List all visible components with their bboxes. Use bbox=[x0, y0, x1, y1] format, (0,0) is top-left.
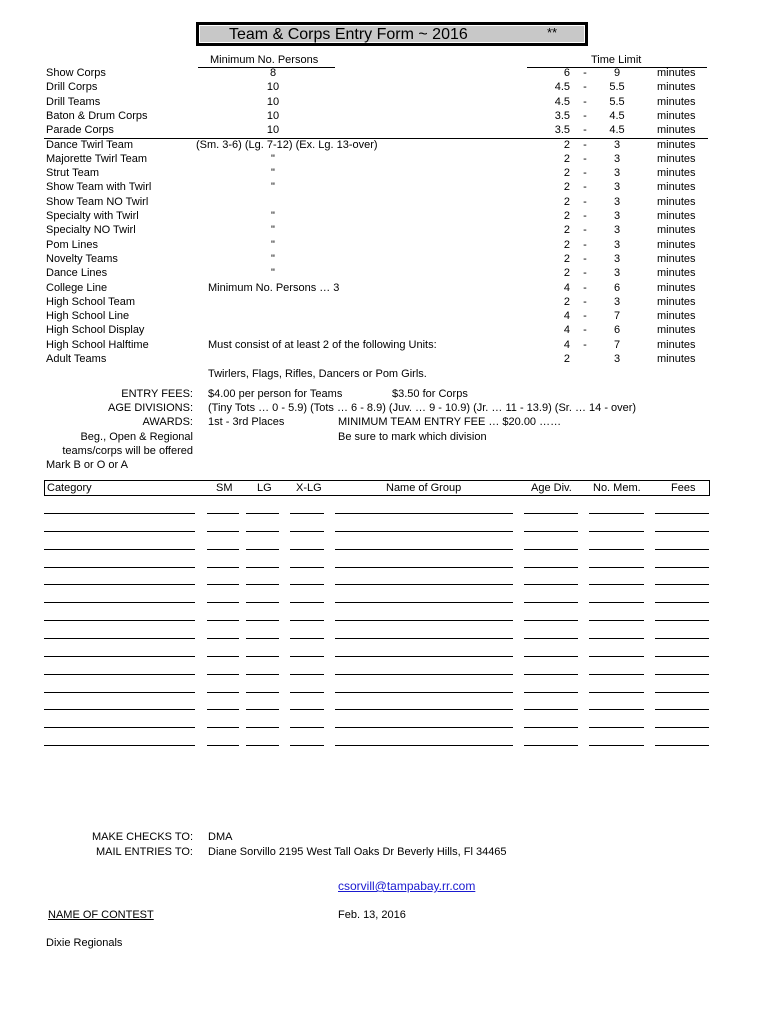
entry-blank-line[interactable] bbox=[335, 584, 513, 585]
event-time-unit: minutes bbox=[657, 67, 696, 79]
event-time-max: 3 bbox=[613, 152, 621, 165]
event-time-unit: minutes bbox=[657, 210, 696, 222]
contest-name: Dixie Regionals bbox=[46, 937, 123, 949]
entry-blank-line[interactable] bbox=[655, 727, 709, 728]
entry-blank-line[interactable] bbox=[290, 620, 324, 621]
entry-blank-line[interactable] bbox=[290, 602, 324, 603]
entry-blank-line[interactable] bbox=[524, 513, 578, 514]
email-link[interactable]: csorvill@tampabay.rr.com bbox=[338, 879, 476, 893]
event-row bbox=[0, 139, 770, 153]
event-time-dash: - bbox=[583, 210, 587, 222]
event-name: High School Line bbox=[46, 310, 130, 323]
event-time-min: 2 bbox=[563, 267, 570, 280]
event-name: Specialty NO Twirl bbox=[46, 224, 136, 237]
entry-blank-line[interactable] bbox=[290, 674, 324, 675]
entry-blank-line[interactable] bbox=[655, 745, 709, 746]
entry-blank-line[interactable] bbox=[207, 531, 239, 532]
entry-blank-line[interactable] bbox=[335, 567, 513, 568]
entry-blank-line[interactable] bbox=[246, 567, 279, 568]
entry-blank-line[interactable] bbox=[207, 638, 239, 639]
event-min-persons: " bbox=[271, 224, 275, 237]
event-time-min: 2 bbox=[563, 238, 570, 251]
entry-blank-line[interactable] bbox=[44, 602, 195, 603]
event-time-min: 4.5 bbox=[554, 95, 570, 108]
entry-blank-line[interactable] bbox=[290, 513, 324, 514]
entry-blank-line[interactable] bbox=[589, 674, 644, 675]
event-time-unit: minutes bbox=[657, 353, 696, 365]
contest-date: Feb. 13, 2016 bbox=[338, 909, 406, 921]
event-time-unit: minutes bbox=[657, 252, 696, 265]
entry-blank-line[interactable] bbox=[290, 584, 324, 585]
entry-blank-line[interactable] bbox=[207, 674, 239, 675]
event-row bbox=[0, 282, 770, 296]
entry-blank-line[interactable] bbox=[207, 513, 239, 514]
event-time-dash: - bbox=[583, 281, 587, 294]
event-row bbox=[0, 239, 770, 253]
entry-blank-line[interactable] bbox=[589, 513, 644, 514]
event-time-unit: minutes bbox=[657, 109, 696, 122]
entry-blank-line[interactable] bbox=[335, 709, 513, 710]
entry-blank-line[interactable] bbox=[44, 567, 195, 568]
entry-blank-line[interactable] bbox=[524, 584, 578, 585]
entry-blank-line[interactable] bbox=[655, 567, 709, 568]
event-time-unit: minutes bbox=[657, 324, 696, 337]
event-time-unit: minutes bbox=[657, 124, 696, 137]
event-time-dash: - bbox=[583, 109, 587, 122]
event-time-dash: - bbox=[583, 224, 587, 237]
minimum-fee: MINIMUM TEAM ENTRY FEE … $20.00 …… bbox=[338, 416, 562, 428]
entry-blank-line[interactable] bbox=[524, 567, 578, 568]
event-time-unit: minutes bbox=[657, 181, 696, 194]
entry-blank-line[interactable] bbox=[589, 638, 644, 639]
entry-blank-line[interactable] bbox=[44, 584, 195, 585]
entry-blank-line[interactable] bbox=[44, 727, 195, 728]
entry-blank-line[interactable] bbox=[335, 674, 513, 675]
event-time-min: 2 bbox=[563, 252, 570, 265]
entry-blank-line[interactable] bbox=[589, 549, 644, 550]
title-stars: ** bbox=[547, 25, 558, 40]
entry-blank-line[interactable] bbox=[335, 620, 513, 621]
event-time-max: 3 bbox=[613, 238, 621, 251]
event-time-unit: minutes bbox=[657, 95, 696, 108]
entry-blank-line[interactable] bbox=[335, 656, 513, 657]
event-time-max: 9 bbox=[613, 67, 621, 79]
event-time-max: 7 bbox=[613, 310, 621, 323]
event-time-min: 2 bbox=[563, 295, 570, 308]
event-time-max: 5.5 bbox=[609, 95, 625, 108]
entry-blank-line[interactable] bbox=[207, 567, 239, 568]
entry-blank-line[interactable] bbox=[655, 584, 709, 585]
entry-blank-line[interactable] bbox=[290, 531, 324, 532]
event-time-unit: minutes bbox=[657, 152, 696, 165]
event-min-persons: " bbox=[271, 167, 275, 180]
event-name: High School Team bbox=[46, 295, 136, 308]
event-time-dash: - bbox=[583, 124, 587, 137]
event-min-persons: Minimum No. Persons … 3 bbox=[208, 281, 340, 294]
entry-blank-line[interactable] bbox=[655, 709, 709, 710]
entry-blank-line[interactable] bbox=[589, 745, 644, 746]
entry-blank-line[interactable] bbox=[655, 638, 709, 639]
mail-entries-label: MAIL ENTRIES TO: bbox=[96, 846, 193, 858]
entry-blank-line[interactable] bbox=[246, 549, 279, 550]
event-row bbox=[0, 124, 770, 138]
entry-blank-line[interactable] bbox=[290, 709, 324, 710]
entry-blank-line[interactable] bbox=[207, 584, 239, 585]
event-time-min: 4 bbox=[563, 281, 570, 294]
event-name: Show Team with Twirl bbox=[46, 181, 152, 194]
entry-blank-line[interactable] bbox=[44, 745, 195, 746]
event-time-max: 6 bbox=[613, 324, 621, 337]
event-time-dash: - bbox=[583, 324, 587, 337]
event-row bbox=[0, 153, 770, 167]
event-time-unit: minutes bbox=[657, 238, 696, 251]
entry-blank-line[interactable] bbox=[655, 513, 709, 514]
entry-fees-teams: $4.00 per person for Teams bbox=[208, 388, 343, 400]
entry-blank-line[interactable] bbox=[524, 602, 578, 603]
event-name: Drill Teams bbox=[46, 95, 101, 108]
entry-blank-line[interactable] bbox=[335, 602, 513, 603]
entry-fees-corps: $3.50 for Corps bbox=[392, 388, 468, 400]
entry-blank-line[interactable] bbox=[655, 531, 709, 532]
entry-blank-line[interactable] bbox=[655, 620, 709, 621]
header-no-mem: No. Mem. bbox=[593, 482, 641, 494]
entry-table-header bbox=[44, 480, 710, 496]
entry-blank-line[interactable] bbox=[207, 692, 239, 693]
event-name: Drill Corps bbox=[46, 81, 98, 94]
event-time-min: 2 bbox=[563, 152, 570, 165]
entry-blank-line[interactable] bbox=[524, 549, 578, 550]
event-time-max: 3 bbox=[613, 353, 621, 365]
event-time-max: 7 bbox=[613, 338, 621, 351]
event-time-unit: minutes bbox=[657, 267, 696, 280]
entry-blank-line[interactable] bbox=[290, 727, 324, 728]
entry-blank-line[interactable] bbox=[524, 674, 578, 675]
header-xlg: X-LG bbox=[296, 482, 322, 494]
event-row bbox=[0, 339, 770, 353]
event-time-dash: - bbox=[583, 138, 587, 151]
event-time-unit: minutes bbox=[657, 338, 696, 351]
event-time-min: 2 bbox=[563, 353, 570, 365]
event-time-max: 3 bbox=[613, 224, 621, 237]
entry-blank-line[interactable] bbox=[207, 620, 239, 621]
event-name: Show Corps bbox=[46, 67, 106, 79]
event-time-min: 3.5 bbox=[554, 124, 570, 137]
event-row bbox=[0, 96, 770, 110]
event-name: Specialty with Twirl bbox=[46, 210, 139, 222]
entry-blank-line[interactable] bbox=[524, 745, 578, 746]
event-time-max: 3 bbox=[613, 210, 621, 222]
event-row bbox=[0, 181, 770, 195]
event-time-max: 3 bbox=[613, 295, 621, 308]
event-time-min: 2 bbox=[563, 195, 570, 208]
event-name: Parade Corps bbox=[46, 124, 114, 137]
event-time-min: 6 bbox=[563, 67, 570, 79]
event-time-max: 3 bbox=[613, 167, 621, 180]
event-name: Baton & Drum Corps bbox=[46, 109, 148, 122]
event-time-dash: - bbox=[583, 181, 587, 194]
form-title: Team & Corps Entry Form ~ 2016 bbox=[229, 26, 468, 43]
event-min-persons: 8 bbox=[269, 67, 277, 79]
event-time-min: 3.5 bbox=[554, 109, 570, 122]
entry-blank-line[interactable] bbox=[246, 513, 279, 514]
entry-blank-line[interactable] bbox=[246, 656, 279, 657]
mark-division-note: Be sure to mark which division bbox=[338, 431, 487, 443]
entry-blank-line[interactable] bbox=[246, 638, 279, 639]
header-name-of-group: Name of Group bbox=[386, 482, 462, 494]
entry-blank-line[interactable] bbox=[589, 692, 644, 693]
event-time-min: 2 bbox=[563, 224, 570, 237]
event-min-persons: 10 bbox=[266, 95, 280, 108]
event-name: Pom Lines bbox=[46, 238, 98, 251]
entry-blank-line[interactable] bbox=[246, 531, 279, 532]
entry-blank-line[interactable] bbox=[207, 727, 239, 728]
entry-blank-line[interactable] bbox=[44, 692, 195, 693]
event-row bbox=[0, 196, 770, 210]
event-time-dash: - bbox=[583, 238, 587, 251]
entry-blank-line[interactable] bbox=[589, 602, 644, 603]
min-persons-heading: Minimum No. Persons bbox=[210, 54, 319, 66]
event-time-dash: - bbox=[583, 152, 587, 165]
event-time-unit: minutes bbox=[657, 295, 696, 308]
event-min-persons: " bbox=[271, 267, 275, 280]
entry-fees-label: ENTRY FEES: bbox=[121, 388, 193, 400]
entry-blank-line[interactable] bbox=[44, 620, 195, 621]
event-name: Dance Lines bbox=[46, 267, 108, 280]
entry-blank-line[interactable] bbox=[335, 745, 513, 746]
entry-blank-line[interactable] bbox=[44, 656, 195, 657]
event-name: Majorette Twirl Team bbox=[46, 152, 148, 165]
entry-blank-line[interactable] bbox=[246, 602, 279, 603]
entry-blank-line[interactable] bbox=[290, 692, 324, 693]
entry-blank-line[interactable] bbox=[655, 602, 709, 603]
event-time-max: 5.5 bbox=[609, 81, 625, 94]
entry-blank-line[interactable] bbox=[589, 584, 644, 585]
entry-blank-line[interactable] bbox=[524, 692, 578, 693]
event-name: Show Team NO Twirl bbox=[46, 195, 149, 208]
header-age-div: Age Div. bbox=[531, 482, 572, 494]
entry-blank-line[interactable] bbox=[589, 531, 644, 532]
event-time-min: 4.5 bbox=[554, 81, 570, 94]
event-time-min: 4 bbox=[563, 324, 570, 337]
event-time-min: 2 bbox=[563, 138, 570, 151]
event-row bbox=[0, 310, 770, 324]
event-name: High School Display bbox=[46, 324, 145, 337]
entry-blank-line[interactable] bbox=[335, 513, 513, 514]
entry-blank-line[interactable] bbox=[44, 513, 195, 514]
event-time-dash: - bbox=[583, 81, 587, 94]
entry-blank-line[interactable] bbox=[589, 709, 644, 710]
event-time-min: 2 bbox=[563, 181, 570, 194]
event-row bbox=[0, 296, 770, 310]
event-row bbox=[0, 267, 770, 281]
entry-blank-line[interactable] bbox=[246, 620, 279, 621]
entry-blank-line[interactable] bbox=[524, 638, 578, 639]
entry-blank-line[interactable] bbox=[246, 709, 279, 710]
event-time-max: 3 bbox=[613, 267, 621, 280]
entry-blank-line[interactable] bbox=[335, 692, 513, 693]
event-time-unit: minutes bbox=[657, 281, 696, 294]
corps-divider bbox=[44, 138, 708, 139]
time-limit-heading: Time Limit bbox=[591, 54, 642, 66]
entry-blank-line[interactable] bbox=[246, 584, 279, 585]
event-time-unit: minutes bbox=[657, 138, 696, 151]
entry-blank-line[interactable] bbox=[524, 656, 578, 657]
event-min-persons: 10 bbox=[266, 109, 280, 122]
event-min-persons: (Sm. 3-6) (Lg. 7-12) (Ex. Lg. 13-over) bbox=[196, 138, 378, 151]
event-min-persons: Must consist of at least 2 of the following Units: bbox=[208, 338, 437, 351]
beg-open-regional: Beg., Open & Regional bbox=[80, 431, 193, 443]
event-row bbox=[0, 324, 770, 338]
event-time-max: 6 bbox=[613, 281, 621, 294]
entry-blank-line[interactable] bbox=[44, 638, 195, 639]
entry-blank-line[interactable] bbox=[335, 638, 513, 639]
entry-blank-line[interactable] bbox=[290, 567, 324, 568]
event-time-dash: - bbox=[583, 252, 587, 265]
event-time-min: 4 bbox=[563, 338, 570, 351]
event-time-unit: minutes bbox=[657, 81, 696, 94]
event-name: Adult Teams bbox=[46, 353, 107, 365]
entry-blank-line[interactable] bbox=[655, 656, 709, 657]
entry-blank-line[interactable] bbox=[524, 620, 578, 621]
age-divisions-label: AGE DIVISIONS: bbox=[108, 402, 193, 414]
event-name: High School Halftime bbox=[46, 338, 149, 351]
event-time-dash: - bbox=[583, 195, 587, 208]
mail-entries-address: Diane Sorvillo 2195 West Tall Oaks Dr Beverly Hills, Fl 34465 bbox=[208, 846, 507, 858]
event-min-persons: " bbox=[271, 210, 275, 222]
entry-blank-line[interactable] bbox=[589, 567, 644, 568]
entry-blank-line[interactable] bbox=[44, 531, 195, 532]
entry-blank-line[interactable] bbox=[290, 745, 324, 746]
event-row bbox=[0, 253, 770, 267]
header-sm: SM bbox=[216, 482, 233, 494]
event-time-max: 3 bbox=[613, 252, 621, 265]
age-divisions: (Tiny Tots … 0 - 5.9) (Tots … 6 - 8.9) (Juv. … 9 - 10.9) (Jr. … 11 - 13.9) (Sr. … 14 - over) bbox=[208, 402, 637, 414]
event-name: College Line bbox=[46, 281, 108, 294]
entry-blank-line[interactable] bbox=[207, 549, 239, 550]
entry-blank-line[interactable] bbox=[246, 745, 279, 746]
event-name: Strut Team bbox=[46, 167, 99, 180]
event-time-dash: - bbox=[583, 295, 587, 308]
entry-blank-line[interactable] bbox=[335, 531, 513, 532]
event-time-max: 3 bbox=[613, 181, 621, 194]
event-time-dash: - bbox=[583, 267, 587, 280]
entry-blank-line[interactable] bbox=[207, 602, 239, 603]
event-time-unit: minutes bbox=[657, 310, 696, 323]
entry-blank-line[interactable] bbox=[246, 727, 279, 728]
event-time-max: 4.5 bbox=[609, 124, 625, 137]
event-row bbox=[0, 81, 770, 95]
event-row bbox=[0, 210, 770, 224]
event-row bbox=[0, 224, 770, 238]
event-min-persons: " bbox=[271, 181, 275, 194]
event-min-persons: 10 bbox=[266, 124, 280, 137]
event-time-max: 3 bbox=[613, 195, 621, 208]
event-min-persons: " bbox=[271, 238, 275, 251]
entry-blank-line[interactable] bbox=[589, 620, 644, 621]
contest-name-label: NAME OF CONTEST bbox=[48, 909, 154, 921]
entry-blank-line[interactable] bbox=[524, 727, 578, 728]
entry-blank-line[interactable] bbox=[246, 692, 279, 693]
entry-blank-line[interactable] bbox=[655, 692, 709, 693]
entry-blank-line[interactable] bbox=[207, 709, 239, 710]
event-min-persons: 10 bbox=[266, 81, 280, 94]
entry-blank-line[interactable] bbox=[290, 549, 324, 550]
event-time-dash: - bbox=[583, 95, 587, 108]
event-time-dash: - bbox=[583, 338, 587, 351]
event-time-dash: - bbox=[583, 67, 587, 79]
event-time-dash: - bbox=[583, 310, 587, 323]
header-fees: Fees bbox=[671, 482, 696, 494]
event-time-unit: minutes bbox=[657, 195, 696, 208]
event-name: Novelty Teams bbox=[46, 252, 118, 265]
form-title-box bbox=[196, 22, 588, 46]
units-note: Twirlers, Flags, Rifles, Dancers or Pom Girls. bbox=[208, 368, 427, 380]
event-row bbox=[0, 167, 770, 181]
event-row bbox=[0, 67, 770, 81]
teams-offered-note: teams/corps will be offered bbox=[62, 445, 193, 457]
entry-blank-line[interactable] bbox=[335, 727, 513, 728]
event-row bbox=[0, 110, 770, 124]
entry-blank-line[interactable] bbox=[207, 745, 239, 746]
event-time-min: 2 bbox=[563, 210, 570, 222]
event-min-persons: " bbox=[271, 252, 275, 265]
awards-value: 1st - 3rd Places bbox=[208, 416, 285, 428]
event-time-max: 3 bbox=[613, 138, 621, 151]
make-checks-label: MAKE CHECKS TO: bbox=[91, 831, 193, 843]
entry-blank-line[interactable] bbox=[246, 674, 279, 675]
event-row bbox=[0, 353, 770, 367]
entry-blank-line[interactable] bbox=[290, 638, 324, 639]
event-time-unit: minutes bbox=[657, 224, 696, 237]
header-lg: LG bbox=[257, 482, 272, 494]
entry-blank-line[interactable] bbox=[207, 656, 239, 657]
entry-blank-line[interactable] bbox=[589, 727, 644, 728]
make-checks-value: DMA bbox=[208, 831, 233, 843]
event-min-persons: " bbox=[271, 152, 275, 165]
header-category: Category bbox=[47, 482, 92, 494]
entry-blank-line[interactable] bbox=[589, 656, 644, 657]
mark-boa-note: Mark B or O or A bbox=[46, 459, 128, 471]
entry-blank-line[interactable] bbox=[44, 709, 195, 710]
event-time-min: 2 bbox=[563, 167, 570, 180]
entry-blank-line[interactable] bbox=[44, 549, 195, 550]
entry-blank-line[interactable] bbox=[44, 674, 195, 675]
event-time-unit: minutes bbox=[657, 167, 696, 180]
entry-blank-line[interactable] bbox=[655, 674, 709, 675]
event-time-max: 4.5 bbox=[609, 109, 625, 122]
entry-blank-line[interactable] bbox=[524, 709, 578, 710]
event-time-min: 4 bbox=[563, 310, 570, 323]
entry-blank-line[interactable] bbox=[335, 549, 513, 550]
event-name: Dance Twirl Team bbox=[46, 138, 134, 151]
awards-label: AWARDS: bbox=[142, 416, 193, 428]
entry-blank-line[interactable] bbox=[290, 656, 324, 657]
entry-blank-line[interactable] bbox=[524, 531, 578, 532]
entry-blank-line[interactable] bbox=[655, 549, 709, 550]
event-time-dash: - bbox=[583, 167, 587, 180]
